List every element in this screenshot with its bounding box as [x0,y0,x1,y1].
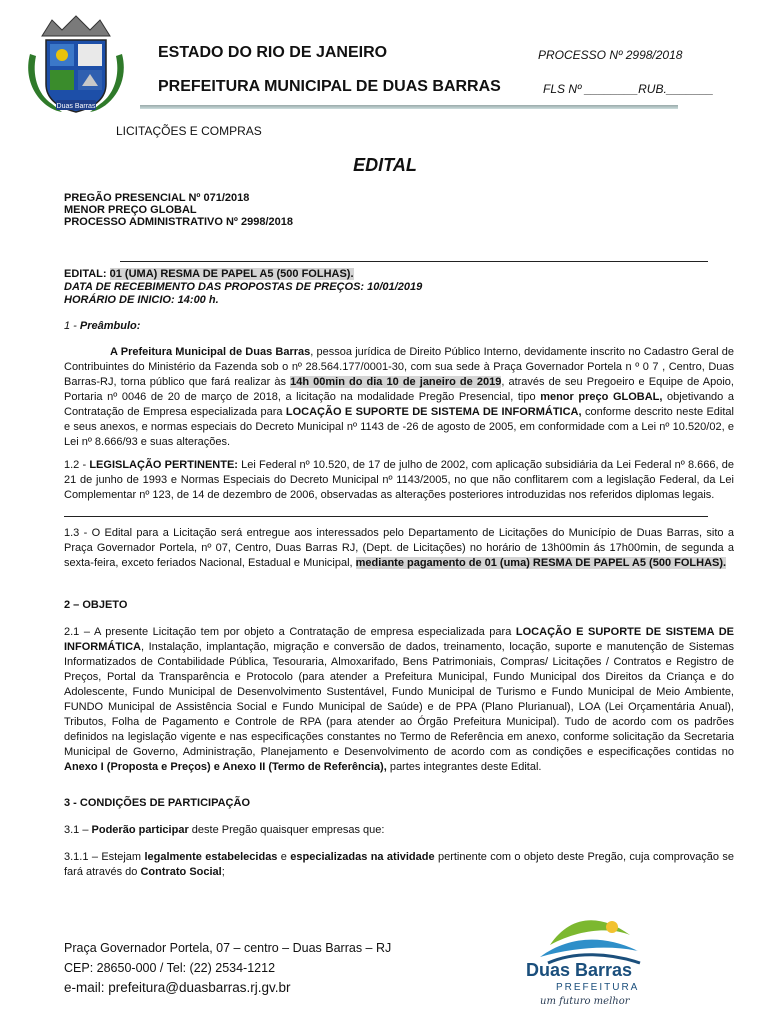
text-bold: Anexo I (Proposta e Preços) e Anexo II (Termo de Referência), [64,761,387,773]
state-heading: ESTADO DO RIO DE JANEIRO [158,44,388,61]
header-divider [140,105,678,109]
footer-address: Praça Governador Portela, 07 – centro – Duas Barras – RJ [64,941,392,955]
logo-subtitle: PREFEITURA [556,982,640,993]
text-run: partes integrantes deste Edital. [386,761,542,773]
fls-rub-field: FLS Nº ________RUB._______ [543,82,714,96]
paragraph-3-1-1 [64,850,734,880]
text-bold: Poderão participar [91,824,189,836]
edital-value: 01 (UMA) RESMA DE PAPEL A5 (500 FOLHAS). [109,268,354,280]
paragraph-3-1 [64,823,734,838]
paragraph-1-2 [64,458,734,503]
text-run: 3.1 – [64,824,92,836]
text-bold: LEGISLAÇÃO PERTINENTE: [89,459,238,471]
page-title: EDITAL [353,155,417,175]
text-run: Lei Federal nº 10.520, de 17 de julho de 2002, com aplicação subsidiária da Lei Federal nº 8.666, de 21 de junho de 1993 e Normas Especiais do Decreto Municipal nº 1143/2005, no que não conflitarem com a legislação Federal, da Lei Complementar nº 123, de 14 de dezembro de 2006, observadas as alterações posteriores introduzidas nos referidos diplomas legais. [64,459,734,501]
text-bold: especializadas na atividade [290,851,435,863]
text-run: deste Pregão quaisquer empresas que: [188,824,385,836]
paragraph-2-1 [64,625,734,775]
section-divider [120,261,708,262]
text-run: , Instalação, implantação, migração e conversão de dados, treinamento, locação, suporte e manutenção de Sistemas Informatizados de Contabilidade Pública, Tesouraria, Almoxarifado, Bens Patrimoniais, Compras/ Licitações / Contratos e Registro de Preços, Portal da Transparência e Protocolo (para atender a Prefeitura Municipal, Fundo Municipal dos Direitos da Criança e do Adolescente, Fundo Municipal de Desenvolvimento Sustentável, Fundo Municipal de Turismo e Fundo Municipal de Meio Ambiente, FUNDO Municipal de Assistência Social e Fundo Municipal de Saúde) e de PPA (Plano Plurianual), LOA (Lei Orçamentária Anual), Tributos, Folha de Pagamento e Controle de RPA (para atender ao Órgão Prefeitura Municipal). Tudo de acordo com os padrões definidos na legislação vigente e nas especificações constantes no Termo de Referência em anexo, conforme solicitação da Secretaria Municipal de Governo, Administração, Planejamento e Desenvolvimento de acordo com as condições e especificações contidas no [64,641,734,758]
text-highlight: 14h 00min do dia 10 de janeiro de 2019 [290,376,502,388]
text-run: pertinente com o objeto deste Pregão, cuja comprovação se fará através do [64,851,734,878]
footer-email: e-mail: prefeitura@duasbarras.rj.gv.br [64,980,291,995]
letterhead [0,0,770,120]
logo-tagline: um futuro melhor [540,996,630,1007]
text-bold: A Prefeitura Municipal de Duas Barras [110,346,311,358]
text-run: conforme descrito neste Edital e seus anexos, e normas especiais do Decreto Municipal nº 1143 de -26 de agosto de 2005, em conformidade com a Lei nº 10.520/02, e Lei nº 8.666/93 e suas alterações. [64,406,734,448]
data-recebimento: DATA DE RECEBIMENTO DAS PROPOSTAS DE PREÇOS: 10/01/2019 [64,281,423,293]
processo-number: PROCESSO Nº 2998/2018 [538,48,683,62]
text-run: 3.1.1 – Estejam [64,851,145,863]
municipal-crest-icon [22,14,130,118]
section-condicoes-heading: 3 - CONDIÇÕES DE PARTICIPAÇÃO [64,797,250,809]
department-label: LICITAÇÕES E COMPRAS [116,124,262,138]
footer-cep-phone: CEP: 28650-000 / Tel: (22) 2534-1212 [64,961,276,975]
preambulo-text: Preâmbulo: [79,320,141,332]
text-highlight: mediante pagamento de 01 (uma) RESMA DE PAPEL A5 (500 FOLHAS). [355,557,727,569]
section-objeto-heading: 2 – OBJETO [64,599,128,611]
text-bold: Contrato Social [140,866,222,878]
text-bold: LOCAÇÃO E SUPORTE DE SISTEMA DE INFORMÁTICA, [285,406,582,418]
text-run: , através de seu Pregoeiro e Equipe de Apoio, Portaria nº 0046 de 20 de março de 2018, a licitação na modalidade Pregão Presencial, tipo [64,376,734,403]
text-run: ; [221,866,225,878]
text-run: , pessoa jurídica de Direito Público Interno, devidamente inscrito no Cadastro Geral de Contribuintes do Ministério da Fazenda sob o nº 28.564.177/0001-30, com sua sede à Praça Governador Portela n º 0 7 , Centro, Duas Barras-RJ, torna público que fará realizar às [64,346,734,388]
pregao-line: PREGÃO PRESENCIAL Nº 071/2018 [64,192,250,204]
text-run: 1.3 - O Edital para a Licitação será entregue aos interessados pelo Departamento de Licitações do Município de Duas Barras, sito a Praça Governador Portela, nº 07, Centro, Duas Barras RJ, (Dept. de Licitações) no horário de 13h00min ás 17h00min, de segunda a sexta-feira, exceto feriados Nacional, Estadual e Municipal, [64,527,734,569]
horario-inicio: HORÁRIO DE INICIO: 14:00 h. [64,294,219,306]
text-run: 2.1 – A presente Licitação tem por objeto a Contratação de empresa especializada para [64,626,516,638]
preambulo-heading: 1 - Preâmbulo: [64,320,141,332]
text-bold: menor preço GLOBAL, [540,391,663,403]
paragraph-preambulo [64,345,734,450]
criterio-line: MENOR PREÇO GLOBAL [64,204,197,216]
edital-summary [64,268,422,307]
prefeitura-heading: PREFEITURA MUNICIPAL DE DUAS BARRAS [158,78,501,95]
paragraph-divider [64,516,708,517]
text-run: e [277,851,291,863]
svg-text:Duas Barras: Duas Barras [56,103,96,110]
text-bold: LOCAÇÃO E SUPORTE DE SISTEMA DE INFORMÁTICA [64,626,734,653]
paragraph-1-3 [64,526,734,571]
footer-contact [64,938,391,998]
text-bold: legalmente estabelecidas [144,851,278,863]
processo-admin-line: PROCESSO ADMINISTRATIVO Nº 2998/2018 [64,216,293,228]
logo-name: Duas Barras [526,960,633,980]
text-run: 1.2 - [64,459,90,471]
edital-label: EDITAL: [64,268,107,280]
text-run: objetivando a Contratação de Empresa especializada para [64,391,735,418]
pregao-meta [64,192,293,228]
